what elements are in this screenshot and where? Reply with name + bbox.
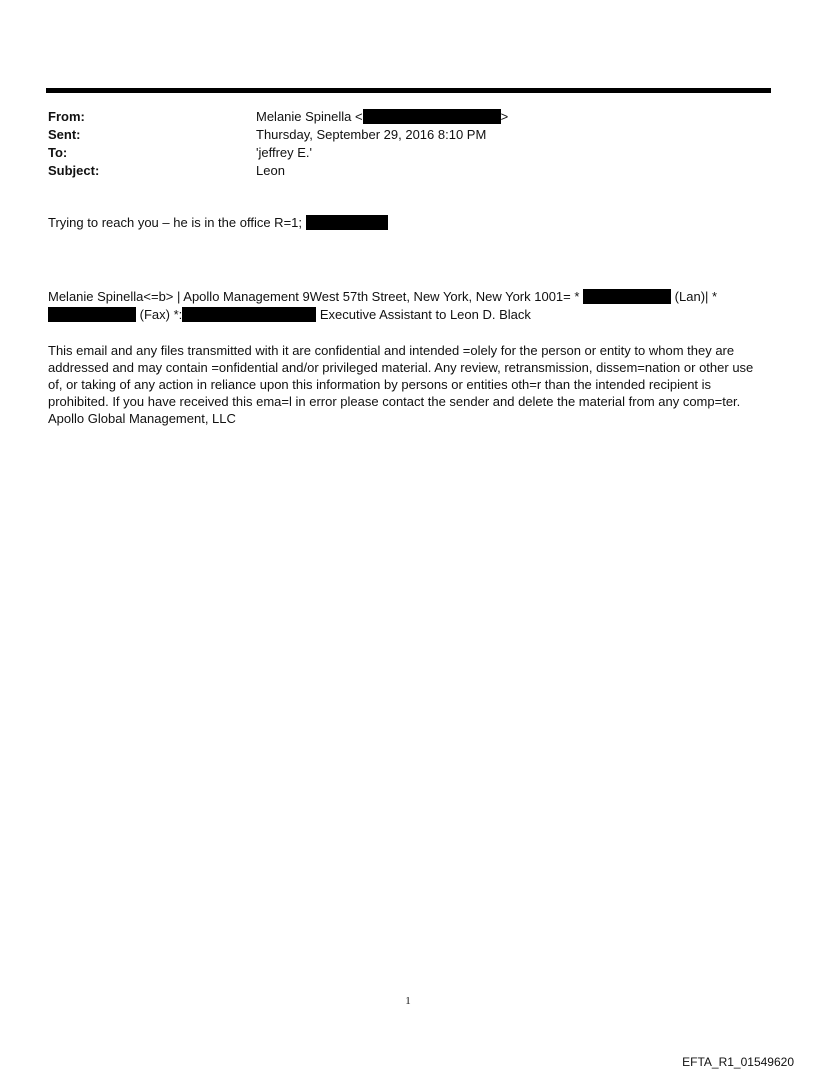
from-name: Melanie Spinella < [256,109,363,124]
to-row [48,144,748,162]
header-rule [46,88,771,93]
signature-line-1 [48,288,760,306]
sent-value: Thursday, September 29, 2016 8:10 PM [256,127,487,142]
from-value [256,108,508,126]
email-header [48,108,748,180]
subject-value: Leon [256,163,285,178]
sent-row [48,126,748,144]
signature-fax: (Fax) *: [139,307,183,322]
from-bracket: > [500,109,509,124]
signature-text: Melanie Spinella<=b> | Apollo Management 9West 57th Street, New York, New York 1001= * [48,289,580,304]
message-body [48,214,760,231]
to-label: To: [48,145,68,160]
document-id: EFTA_R1_01549620 [682,1055,794,1069]
signature-line-2 [48,306,760,324]
signature-lan: (Lan)| * [674,289,718,304]
page-number: 1 [405,995,411,1007]
subject-label: Subject: [48,163,100,178]
signature-title: Executive Assistant to Leon D. Black [319,307,531,322]
from-row [48,108,748,126]
redaction-box [583,289,671,304]
redaction-box [48,307,136,322]
signature [48,288,760,324]
sent-label: Sent: [48,127,81,142]
redaction-box [363,109,501,124]
subject-row [48,162,748,180]
disclaimer: This email and any files transmitted with it are confidential and intended =olely for the person or entity to whom they are addressed and may contain =onfidential and/or privileged material. Any review, retransmission, dissem=nation or other use of, or taking of any action in reliance upon this information by persons or entities oth=r than the intended recipient is prohibited. If you have received this ema=l in error please contact the sender and delete the material from any comp=ter. Apollo Global Management, LLC [48,343,754,426]
redaction-box [306,215,388,230]
message-text: Trying to reach you – he is in the office R=1; [48,215,303,230]
from-label: From: [48,109,85,124]
redaction-box [182,307,316,322]
to-value: 'jeffrey E.' [256,145,313,160]
